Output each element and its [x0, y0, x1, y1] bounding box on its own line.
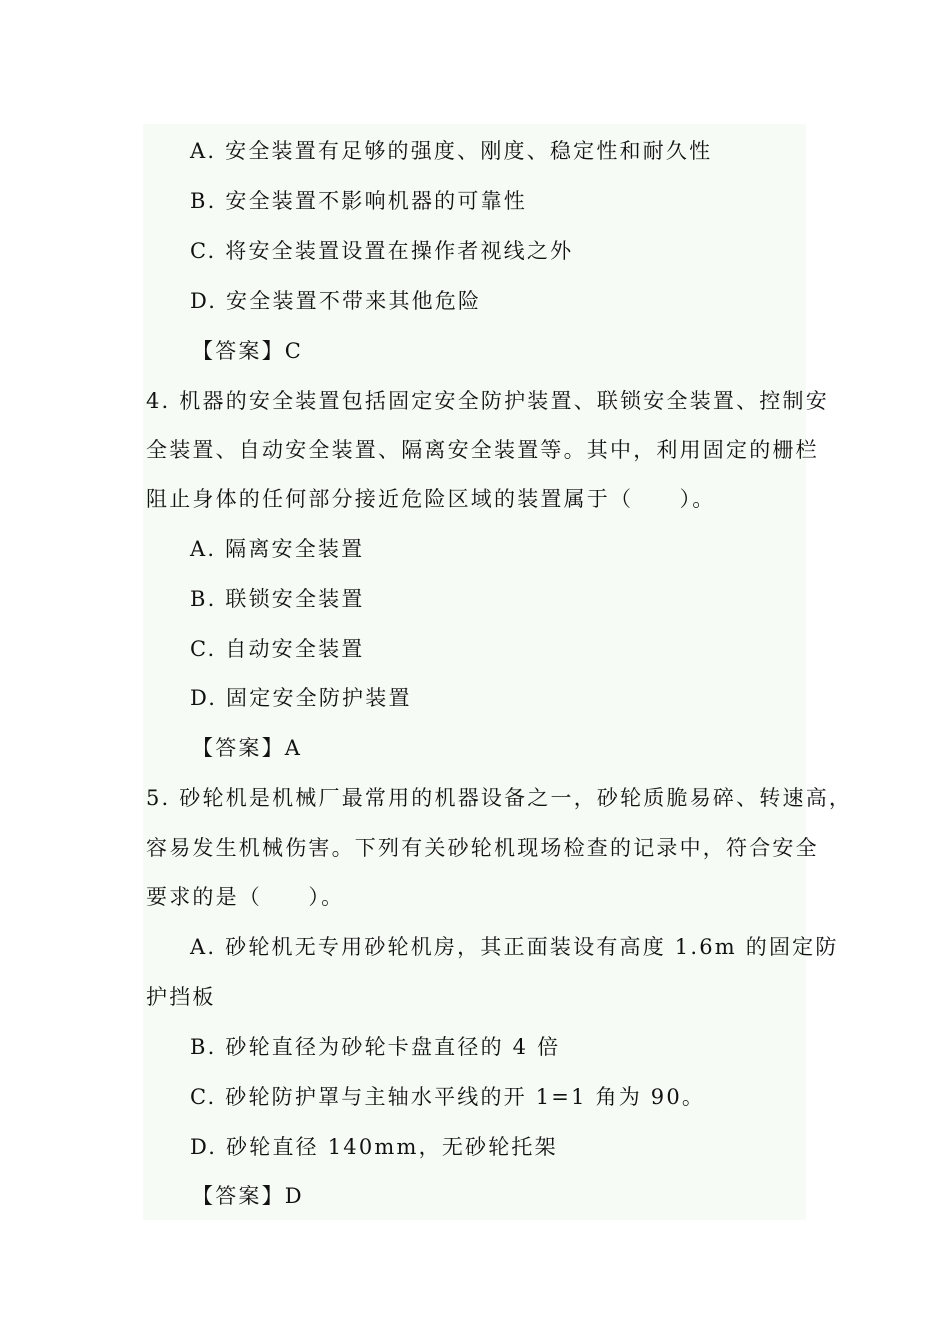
document-content [143, 124, 853, 1220]
q5-option-a-line-2: 护挡板 [146, 985, 216, 1009]
q4-option-c: C. 自动安全装置 [190, 637, 365, 661]
q3-option-b: B. 安全装置不影响机器的可靠性 [190, 189, 527, 213]
q5-option-d: D. 砂轮直径 140mm，无砂轮托架 [190, 1135, 558, 1159]
q5-stem-line-1: 5. 砂轮机是机械厂最常用的机器设备之一，砂轮质脆易碎、转速高， [146, 786, 853, 810]
q3-answer: 【答案】C [192, 339, 304, 363]
q5-option-c: C. 砂轮防护罩与主轴水平线的开 1=1 角为 90。 [190, 1085, 706, 1109]
q3-option-c: C. 将安全装置设置在操作者视线之外 [190, 239, 574, 263]
q4-option-d: D. 固定安全防护装置 [190, 686, 412, 710]
q5-option-a-line-1: A. 砂轮机无专用砂轮机房，其正面装设有高度 1.6m 的固定防 [190, 935, 839, 959]
q4-stem-line-1: 4. 机器的安全装置包括固定安全防护装置、联锁安全装置、控制安 [146, 389, 829, 413]
q4-option-a: A. 隔离安全装置 [190, 537, 365, 561]
q5-option-b: B. 砂轮直径为砂轮卡盘直径的 4 倍 [190, 1035, 561, 1059]
q3-option-d: D. 安全装置不带来其他危险 [190, 289, 482, 313]
q5-stem-line-2: 容易发生机械伤害。下列有关砂轮机现场检查的记录中，符合安全 [146, 836, 819, 860]
q4-option-b: B. 联锁安全装置 [190, 587, 365, 611]
q3-option-a: A. 安全装置有足够的强度、刚度、稳定性和耐久性 [190, 139, 713, 163]
q4-answer: 【答案】A [192, 736, 303, 760]
q4-stem-line-2: 全装置、自动安全装置、隔离安全装置等。其中，利用固定的栅栏 [146, 438, 819, 462]
q5-stem-line-3: 要求的是（ ）。 [146, 885, 345, 909]
q5-answer: 【答案】D [192, 1184, 304, 1208]
q4-stem-line-3: 阻止身体的任何部分接近危险区域的装置属于（ ）。 [146, 487, 716, 511]
